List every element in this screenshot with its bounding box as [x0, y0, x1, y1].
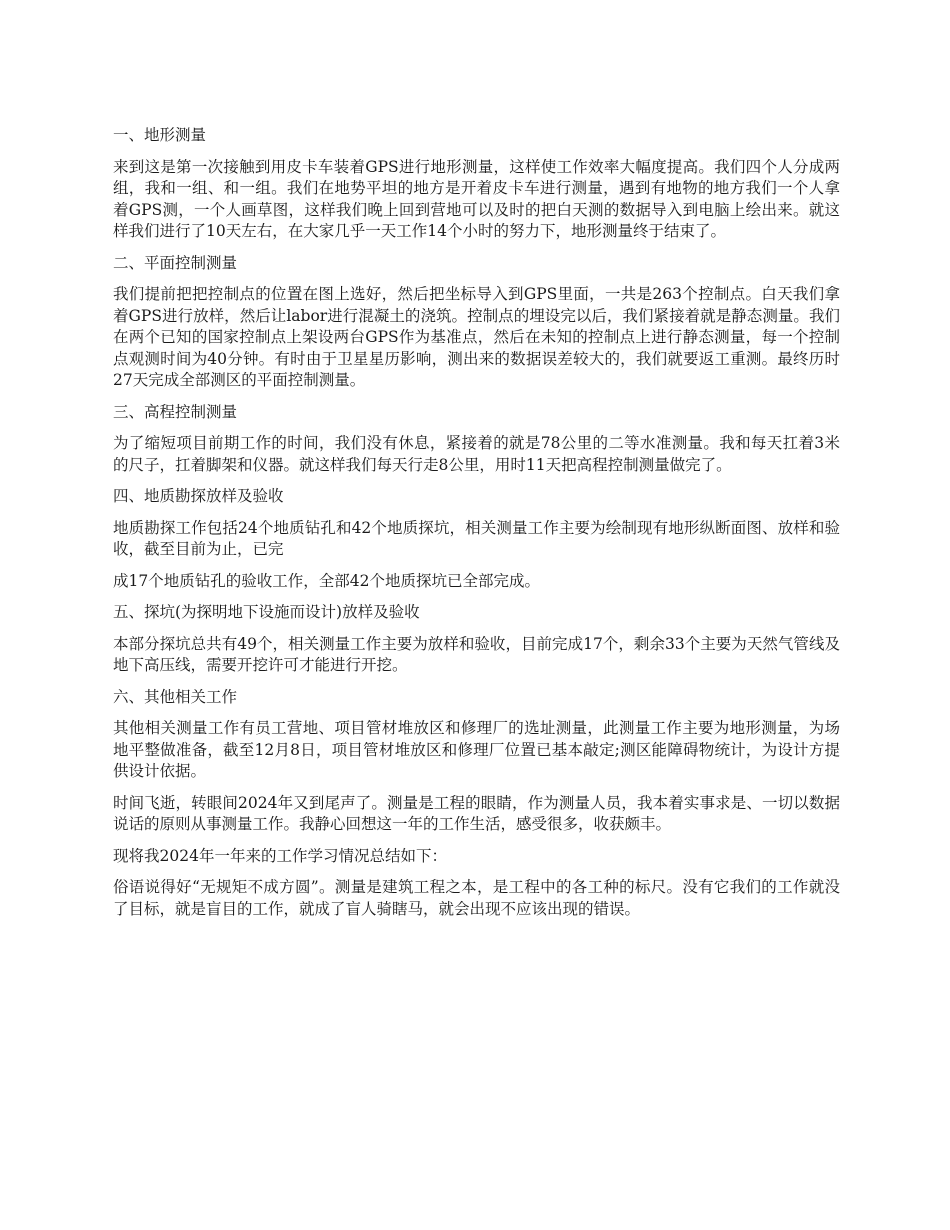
paragraph-test-pits: 本部分探坑总共有49个，相关测量工作主要为放样和验收，目前完成17个，剩余33个主要为天然气管线及地下高压线，需要开挖许可才能进行开挖。 [113, 634, 840, 674]
paragraph-summary-intro: 现将我2024年一年来的工作学习情况总结如下： [113, 846, 447, 865]
paragraph-proverb: 俗语说得好“无规矩不成方圆”。测量是建筑工程之本，是工程中的各工种的标尺。没有它我们的工作就没了目标，就是盲目的工作，就成了盲人骑瞎马，就会出现不应该出现的错误。 [113, 878, 840, 918]
section-heading-test-pits: 五、探坑(为探明地下设施而设计)放样及验收 [113, 603, 420, 621]
paragraph-geological-survey-1: 地质勘探工作包括24个地质钻孔和42个地质探坑，相关测量工作主要为绘制现有地形纵断面图、放样和验收，截至目前为止，已完 [113, 518, 840, 558]
section-heading-other-work: 六、其他相关工作 [113, 687, 238, 706]
paragraph-geological-survey-2: 成17个地质钻孔的验收工作，全部42个地质探坑已全部完成。 [113, 571, 540, 590]
section-heading-terrain: 一、地形测量 [113, 126, 207, 144]
section-heading-geological-survey: 四、地质勘探放样及验收 [113, 487, 284, 505]
paragraph-other-work: 其他相关测量工作有员工营地、项目管材堆放区和修理厂的选址测量，此测量工作主要为地形测量，为场地平整做准备，截至12月8日，项目管材堆放区和修理厂位置已基本敲定;测区能障碍物统计，为设计方提供设计依据。 [113, 719, 840, 780]
document-page [113, 125, 840, 930]
section-heading-elevation-control: 三、高程控制测量 [113, 402, 238, 421]
paragraph-plane-control: 我们提前把把控制点的位置在图上选好，然后把坐标导入到GPS里面，一共是263个控制点。白天我们拿着GPS进行放样，然后让labor进行混凝土的浇筑。控制点的埋设完以后，我们紧接着就是静态测量。我们在两个已知的国家控制点上架设两台GPS作为基准点，然后在未知的控制点上进行静态测量，每一个控制点观测时间为40分钟。有时由于卫星星历影响，测出来的数据误差较大的，我们就要返工重测。最终历时27天完成全部测区的平面控制测量。 [113, 285, 840, 389]
section-heading-plane-control: 二、平面控制测量 [113, 253, 238, 272]
paragraph-terrain: 来到这是第一次接触到用皮卡车装着GPS进行地形测量，这样使工作效率大幅度提高。我们四个人分成两组，我和一组、和一组。我们在地势平坦的地方是开着皮卡车进行测量，遇到有地物的地方我们一个人拿着GPS测，一个人画草图，这样我们晚上回到营地可以及时的把白天测的数据导入到电脑上绘出来。就这样我们进行了10天左右，在大家几乎一天工作14个小时的努力下，地形测量终于结束了。 [113, 157, 840, 240]
paragraph-elevation-control: 为了缩短项目前期工作的时间，我们没有休息，紧接着的就是78公里的二等水准测量。我和每天扛着3米的尺子，扛着脚架和仪器。就这样我们每天行走8公里，用时11天把高程控制测量做完了。 [113, 434, 840, 474]
paragraph-year-review: 时间飞逝，转眼间2024年又到尾声了。测量是工程的眼睛，作为测量人员，我本着实事求是、一切以数据说话的原则从事测量工作。我静心回想这一年的工作生活，感受很多，收获颇丰。 [113, 793, 840, 833]
